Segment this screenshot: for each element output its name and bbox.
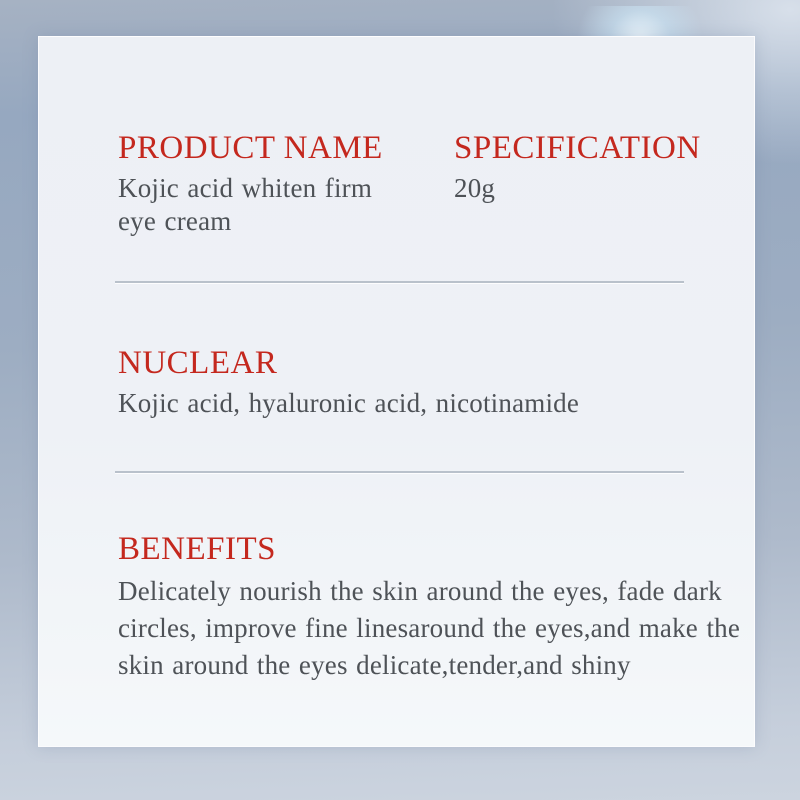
benefits-line: skin around the eyes delicate,tender,and shiny [118, 650, 631, 680]
product-name-line: eye cream [118, 206, 232, 236]
section-divider [115, 281, 684, 283]
product-info-card [38, 36, 755, 747]
benefits-line: Delicately nourish the skin around the eyes, fade dark [118, 576, 722, 606]
section-divider [115, 471, 684, 473]
section-product-name [118, 128, 383, 238]
benefits-heading: BENEFITS [118, 531, 277, 567]
nuclear-heading: NUCLEAR [118, 345, 278, 381]
section-benefits [118, 529, 740, 684]
nuclear-value-wrap [118, 387, 579, 420]
specification-value: 20g [454, 173, 496, 203]
specification-heading: SPECIFICATION [454, 130, 701, 166]
section-specification [454, 128, 701, 205]
product-name-line: Kojic acid whiten firm [118, 173, 373, 203]
product-name-heading: PRODUCT NAME [118, 130, 383, 166]
nuclear-value: Kojic acid, hyaluronic acid, nicotinamide [118, 388, 580, 418]
specification-value-wrap [454, 172, 701, 205]
benefits-value [118, 573, 740, 684]
section-nuclear [118, 343, 579, 420]
product-name-value [118, 172, 383, 238]
benefits-line: circles, improve fine linesaround the eyes,and make the [118, 613, 741, 643]
